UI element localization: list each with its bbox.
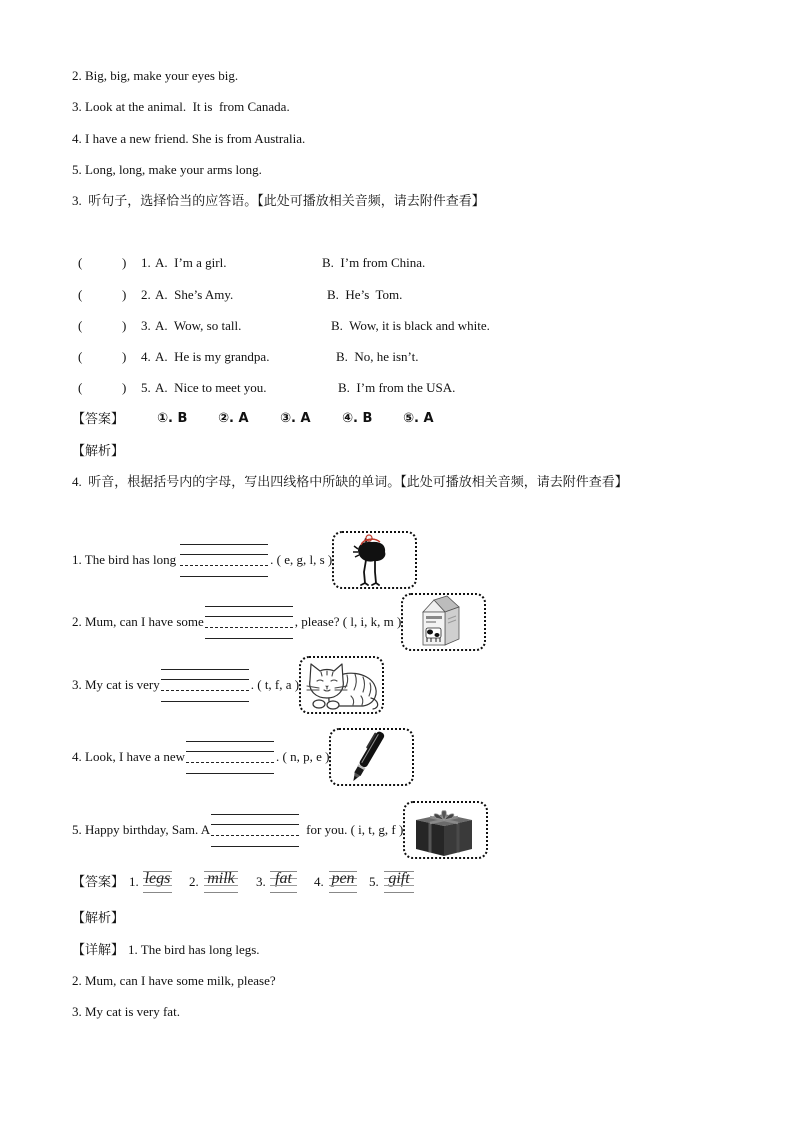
- answer-item: ③. A: [280, 411, 311, 426]
- analysis-label: 【解析】: [72, 910, 125, 925]
- option-b: B. No, he isn’t.: [336, 349, 419, 364]
- q4-item: [72, 801, 488, 859]
- q4-prefix: 1. The bird has long: [72, 552, 177, 567]
- four-line-blank: [186, 741, 274, 774]
- answer-item: ①. B: [157, 411, 188, 426]
- q4-prefix: 5. Happy birthday, Sam. A: [72, 822, 211, 837]
- option-b: B. He’s Tom.: [327, 287, 403, 302]
- q4-suffix: . ( t, f, a ): [250, 677, 300, 692]
- option-a: A. I’m a girl.: [155, 255, 227, 270]
- handwritten-answer: milk: [207, 870, 235, 887]
- q4-item: [72, 728, 414, 786]
- q4-prefix: 4. Look, I have a new: [72, 749, 185, 764]
- q3-number: 1.: [141, 255, 151, 270]
- answer-label: 【答案】: [72, 411, 125, 426]
- q3-number: 2.: [141, 287, 151, 302]
- answer-four-line: [204, 871, 238, 893]
- q4-suffix: . ( e, g, l, s ): [270, 552, 333, 567]
- handwritten-answer: fat: [275, 870, 292, 887]
- handwritten-answer: pen: [331, 870, 355, 887]
- answer-item: ⑤. A: [403, 411, 434, 426]
- pen-icon: [331, 730, 412, 784]
- detail-line: 2. Mum, can I have some milk, please?: [72, 973, 276, 988]
- answer-four-line: [270, 871, 297, 893]
- answer-four-line: [384, 871, 414, 893]
- q3-row: [72, 380, 712, 396]
- option-a: A. Nice to meet you.: [155, 380, 267, 395]
- ostrich-icon: [334, 533, 415, 587]
- gift-icon: [405, 803, 486, 857]
- q4-prefix: 3. My cat is very: [72, 677, 160, 692]
- detail-line: 3. My cat is very fat.: [72, 1004, 180, 1019]
- answer-number: 5.: [369, 874, 379, 889]
- picture-frame: [403, 801, 488, 859]
- sentence: 2. Big, big, make your eyes big.: [72, 68, 239, 83]
- answer-bracket-close: ): [122, 287, 127, 302]
- q4-item: [72, 531, 417, 589]
- answer-bracket-open: (: [78, 380, 83, 395]
- cat-icon: [301, 658, 382, 712]
- q4-item: [72, 593, 486, 651]
- q4-prefix: 2. Mum, can I have some: [72, 614, 204, 629]
- four-line-blank: [161, 669, 249, 702]
- answer-bracket-close: ): [122, 255, 127, 270]
- answer-item: ②. A: [218, 411, 249, 426]
- answer-number: 4.: [314, 874, 324, 889]
- section3-title: 3. 听句子，选择恰当的应答语。【此处可播放相关音频，请去附件查看】: [72, 193, 485, 208]
- q3-row: [72, 349, 712, 365]
- answer-label: 【答案】: [72, 874, 125, 889]
- detail-line: 1. The bird has long legs.: [128, 942, 260, 957]
- picture-frame: [401, 593, 486, 651]
- answer-bracket-open: (: [78, 287, 83, 302]
- option-b: B. I’m from the USA.: [338, 380, 456, 395]
- four-line-blank: [180, 544, 268, 577]
- answer-four-line: [143, 871, 172, 893]
- option-b: B. Wow, it is black and white.: [331, 318, 490, 333]
- answer-bracket-close: ): [122, 380, 127, 395]
- answer-bracket-open: (: [78, 349, 83, 364]
- option-a: A. Wow, so tall.: [155, 318, 242, 333]
- four-line-blank: [211, 814, 299, 847]
- option-b: B. I’m from China.: [322, 255, 426, 270]
- milk-carton-icon: [403, 595, 484, 649]
- option-a: A. He is my grandpa.: [155, 349, 270, 364]
- q4-item: [72, 656, 384, 714]
- q3-row: [72, 287, 712, 303]
- handwritten-answer: legs: [144, 870, 171, 887]
- answer-item: ④. B: [342, 411, 373, 426]
- answer-bracket-close: ): [122, 318, 127, 333]
- four-line-blank: [205, 606, 293, 639]
- analysis-label: 【解析】: [72, 443, 125, 458]
- detail-label: 【详解】: [72, 942, 125, 957]
- q3-row: [72, 255, 712, 271]
- answer-number: 2.: [189, 874, 199, 889]
- q3-row: [72, 318, 712, 334]
- sentence: 4. I have a new friend. She is from Australia.: [72, 131, 306, 146]
- q4-suffix: for you. ( i, t, g, f ): [306, 822, 404, 837]
- q3-number: 5.: [141, 380, 151, 395]
- picture-frame: [332, 531, 417, 589]
- q4-suffix: , please? ( l, i, k, m ): [294, 614, 402, 629]
- sentence: 3. Look at the animal. It is from Canada.: [72, 99, 290, 114]
- sentence: 5. Long, long, make your arms long.: [72, 162, 262, 177]
- answer-four-line: [329, 871, 357, 893]
- answer-bracket-open: (: [78, 318, 83, 333]
- answer-number: 3.: [256, 874, 266, 889]
- q3-number: 3.: [141, 318, 151, 333]
- handwritten-answer: gift: [388, 870, 410, 887]
- section4-title: 4. 听音，根据括号内的字母，写出四线格中所缺的单词。【此处可播放相关音频，请去附件查看】: [72, 474, 628, 489]
- picture-frame: [299, 656, 384, 714]
- answer-bracket-close: ): [122, 349, 127, 364]
- q3-number: 4.: [141, 349, 151, 364]
- picture-frame: [329, 728, 414, 786]
- option-a: A. She’s Amy.: [155, 287, 234, 302]
- answer-number: 1.: [129, 874, 139, 889]
- q4-suffix: . ( n, p, e ): [276, 749, 330, 764]
- answer-bracket-open: (: [78, 255, 83, 270]
